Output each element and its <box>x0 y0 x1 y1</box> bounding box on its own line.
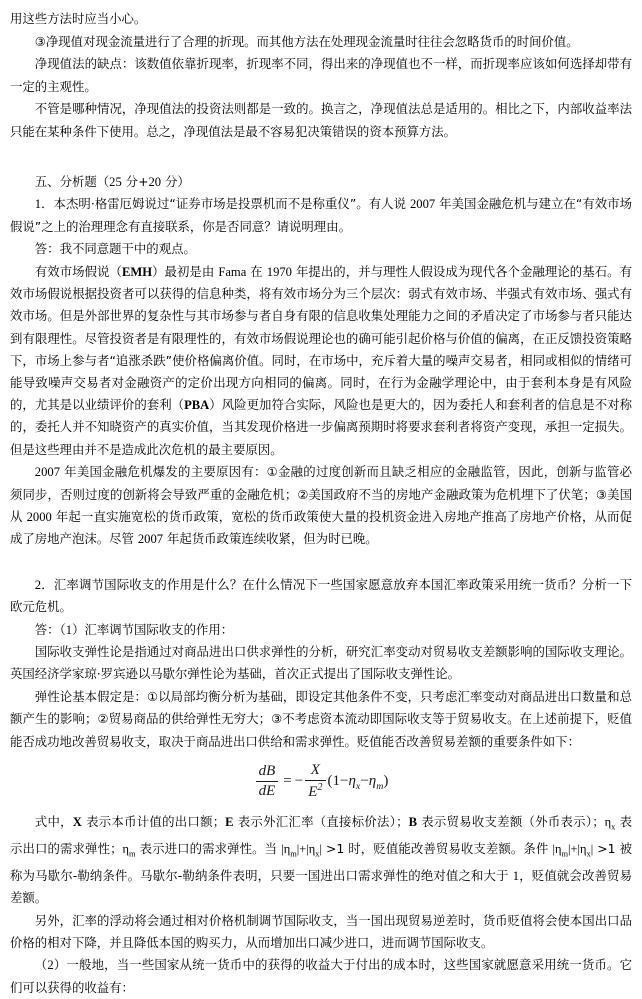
question-2 <box>10 574 632 618</box>
formula-lhs-denominator: dE <box>258 783 276 800</box>
notation-eta-m-3 <box>552 841 571 859</box>
question-1-number: 1 <box>34 197 42 212</box>
notation-text-a: 式中， <box>34 814 73 830</box>
paragraph-crisis-causes <box>10 461 632 550</box>
eta-symbol: η <box>604 815 612 830</box>
crisis-year-1: 2007 <box>34 465 60 480</box>
question-spacer <box>10 551 632 574</box>
paragraph-benefits <box>10 954 632 998</box>
notation-value-one: 1 <box>512 868 520 883</box>
question-2-number: 2 <box>34 577 42 592</box>
crisis-year-3: 2007 <box>137 531 164 546</box>
answer-suffix: ）汇率调节国际收支的作用： <box>72 621 234 637</box>
notation-text-i: ，贬值就会改善贸易差额。 <box>10 867 633 905</box>
formula-minus: − <box>294 772 304 789</box>
notation-text-d: 表示贸易收支差额（外币表示）； <box>416 814 605 830</box>
formula-eta-x <box>348 772 361 792</box>
abs-bar-close-4: | <box>590 841 594 856</box>
crisis-text-c: 年起货币政策连续收紧，但为时已晚。 <box>163 530 378 546</box>
formula-eta-x-subscript: x <box>355 780 361 792</box>
paragraph-npv-drawback: 净现值法的缺点：该数值依靠折现率，折现率不同，得出来的净现值也不一样，而折现率应该如何选择却带有一定的主观性。 <box>10 56 632 94</box>
formula-rhs-den-base: E <box>308 784 318 801</box>
paragraph-item-3: ③净现值对现金流量进行了合理的折现。而其他方法在处理现金流量时往往会忽略货币的时间价值。 <box>34 33 579 49</box>
notation-symbol-E: E <box>225 815 234 830</box>
paragraph-npv-summary: 不管是哪种情况，净现值法的投资法则都是一致的。换言之，净现值法总是适用的。相比之下，内部收益率法只能在某种条件下使用。总之，净现值法是最不容易犯决策错误的资本预算方法。 <box>10 101 632 139</box>
paragraph-floating-rate: 另外，汇率的浮动将会通过相对价格机制调节国际收支，当一国出现贸易逆差时，货币贬值将会使本国出口品价格的相对下降，并且降低本国的购买力，从而增加出口减少进口，进而调节国际收支。 <box>10 912 632 950</box>
notation-text-b: 表示本币计值的出口额； <box>81 814 226 830</box>
eta-subscript-m: m <box>290 848 297 859</box>
emh-text-b: ）最初是由 <box>152 264 219 280</box>
question-1-text-b: 年美国金融危机与建立在“有效市场假说”之上的治理理念有直接联系，你是否同意？请说明理由。 <box>10 196 633 234</box>
question-1-text-a: ．本杰明·格雷厄姆说过“证券市场是投票机而不是称重仪”。有人说 <box>41 196 410 212</box>
notation-text-g: >1 时，贬值能改善贸易收支差额。条件 <box>321 840 553 856</box>
notation-symbol-X: X <box>72 815 82 830</box>
paragraph-notation <box>10 811 632 909</box>
section-5-heading-prefix: 五、分析题（ <box>34 174 110 190</box>
paragraph-caution-tail: 用这些方法时应当小心。 <box>10 11 147 26</box>
benefit-prefix: （ <box>34 957 48 973</box>
paragraph-emh <box>10 261 632 461</box>
abs-plus-2: + <box>570 841 578 856</box>
answer-item-number-1: 1 <box>65 622 73 637</box>
formula-eta-m-symbol: η <box>368 772 377 789</box>
section-spacer <box>10 143 632 171</box>
emh-text-d: 年提出的，并与理性人假设成为现代各个金融理论的基石。有效市场假说根据投资者可以获得的信息种类，将有效市场分为三个层次：弱式有效市场、半强式有效市场、强式有效市场。但是外部世界的复杂性与其市场参与者自身有限的信息收集处理能力之间的矛盾决定了市场参与者只能达到有限理性。尽管投资者是有限理性的，有效市场假说理论也的确可能引起价格与价值的偏离，在正反馈投资策略下，市场上参与者“追涨杀跌”使价格偏离价值。同时，在市场中，充斥着大量的噪声交易者，相同或相似的情绪可能导致噪声交易者对金融资产的定价出现方向相同的偏离。同时，在行为金融学理论中，由于套利本身是有风险的，尤其是以业绩评价的套利（ <box>10 264 632 413</box>
notation-eta-x-2 <box>308 841 320 859</box>
eta-subscript-m: m <box>561 848 569 859</box>
section-5-heading-suffix: 分） <box>161 174 190 190</box>
abs-bar-close-1: | <box>296 841 300 856</box>
answer-prefix: 答：（ <box>34 621 66 637</box>
notation-eta-m-2 <box>283 841 300 859</box>
formula-eta-m-subscript: m <box>376 780 384 792</box>
abs-bar-open-1: | <box>281 841 284 856</box>
emh-abbrev: EMH <box>121 265 153 280</box>
emh-year: 1970 <box>266 265 292 280</box>
eta-symbol: η <box>580 841 587 856</box>
formula-lhs-numerator: dB <box>256 763 279 782</box>
abs-bar-close-2: | <box>319 841 322 856</box>
formula-close-paren: ) <box>383 772 389 789</box>
question-2-answer-heading <box>10 619 632 641</box>
formula-lhs-fraction <box>256 763 279 801</box>
emh-text-c: 在 <box>246 264 267 280</box>
benefit-text: ）一般地，当一些国家从统一货币中的获得的收益大于付出的成本时，这些国家就愿意采用统一货币。它们可以获得的收益有： <box>10 957 633 995</box>
formula-equals: = <box>283 772 292 789</box>
notation-eta-x-3 <box>577 841 594 859</box>
crisis-year-2: 2000 <box>26 509 52 524</box>
abs-bar-open-2: | <box>306 841 309 856</box>
eta-subscript-x: x <box>586 848 591 859</box>
question-1-year: 2007 <box>410 197 436 212</box>
notation-eta-x-1 <box>604 815 616 832</box>
eta-symbol: η <box>308 841 316 856</box>
question-1 <box>10 193 632 237</box>
formula-rhs-numerator: X <box>305 762 325 781</box>
abs-group-2 <box>552 841 594 859</box>
section-5-score-2: 20 <box>148 175 162 190</box>
eta-subscript-x: x <box>315 848 320 859</box>
notation-text-e: 表示出口的需求弹性； <box>10 814 632 856</box>
eta-symbol: η <box>555 841 562 856</box>
question-1-answer-line: 答：我不同意题干中的观点。 <box>34 241 196 257</box>
notation-text-c: 表示外汇汇率（直接标价法）； <box>233 814 409 830</box>
abs-group-1 <box>281 841 322 859</box>
eta-subscript-x: x <box>611 821 616 832</box>
formula-eta-x-symbol: η <box>348 772 356 789</box>
paragraph-elasticity-assumptions: 弹性论基本假定是：①以局部均衡分析为基础，即设定其他条件不变，只考虑汇率变动对商品进出口数量和总额产生的影响；②贸易商品的供给弹性无穷大；③不考虑资本流动即国际收支等于贸易收支。在上述前提下，贬值能否成功地改善贸易收支，取决于商品进出口供给和需求弹性。贬值能否改善贸易差额的重要条件如下： <box>10 689 632 749</box>
crisis-text-b: 年起一直实施宽松的货币政策，宽松的货币政策使大量的投机资金进入房地产推高了房地产价格，从而促成了房地产泡沫。尽管 <box>10 508 632 546</box>
abs-bar-close-3: | <box>568 841 571 856</box>
question-2-text: ．汇率调节国际收支的作用是什么？在什么情况下一些国家愿意放弃本国汇率政策采用统一货币？分析一下欧元危机。 <box>10 576 632 614</box>
eta-symbol: η <box>283 841 291 856</box>
formula-open-paren: (1− <box>327 772 349 789</box>
abs-plus-1: + <box>299 841 307 856</box>
formula-rhs-den-exponent: 2 <box>317 782 323 794</box>
formula-block <box>10 762 632 802</box>
marshall-lerner-formula <box>254 762 389 802</box>
emh-text-e: ）风险更加符合实际，风险也是更大的，因为委托人和套利者的信息是不对称的，委托人并不知晓资产的真实价值，当其发现价格进一步偏离预期时将要求套利者将资产变现，承担一定损失。但是这些理由并不是造成此次危机的最主要原因。 <box>10 397 633 457</box>
formula-rhs-denominator <box>305 781 325 801</box>
paragraph-elasticity-theory: 国际收支弹性论是指通过对商品进出口供求弹性的分析，研究汇率变动对贸易收支差额影响的国际收支理论。英国经济学家琼·罗宾逊以马歇尔弹性论为基础，首次正式提出了国际收支弹性论。 <box>10 644 632 682</box>
formula-rhs-fraction <box>305 762 325 802</box>
abs-bar-open-4: | <box>577 841 581 856</box>
abs-bar-open-3: | <box>552 841 555 856</box>
eta-symbol: η <box>122 841 129 856</box>
answer-item-number-2: 2 <box>47 958 54 973</box>
emh-author-fama: Fama <box>218 265 247 280</box>
pba-abbrev: PBA <box>184 398 210 413</box>
notation-eta-m-1 <box>122 841 136 859</box>
crisis-text-a: 年美国金融危机爆发的主要原因有：①金融的过度创新而且缺乏相应的金融监管，因此，创新与监管必须同步，否则过度的创新将会导致严重的金融危机；②美国政府不当的房地产金融政策为危机埋下了伏笔；③美国从 <box>10 464 632 524</box>
emh-text-a: 有效市场假说（ <box>34 264 122 280</box>
formula-middle-minus: − <box>360 772 369 789</box>
notation-symbol-B: B <box>408 815 417 830</box>
section-5-heading <box>10 171 632 193</box>
formula-eta-m <box>368 772 384 792</box>
section-5-score-1: 25 <box>109 175 122 190</box>
notation-text-f: 表示进口的需求弹性。当 <box>135 840 282 856</box>
eta-subscript-m: m <box>128 848 136 859</box>
notation-text-h: >1 被称为马歇尔-勒纳条件。马歇尔-勒纳条件表明，只要一国进出口需求弹性的绝对值之和大于 <box>10 840 632 883</box>
section-5-heading-mid: 分+ <box>121 174 149 190</box>
